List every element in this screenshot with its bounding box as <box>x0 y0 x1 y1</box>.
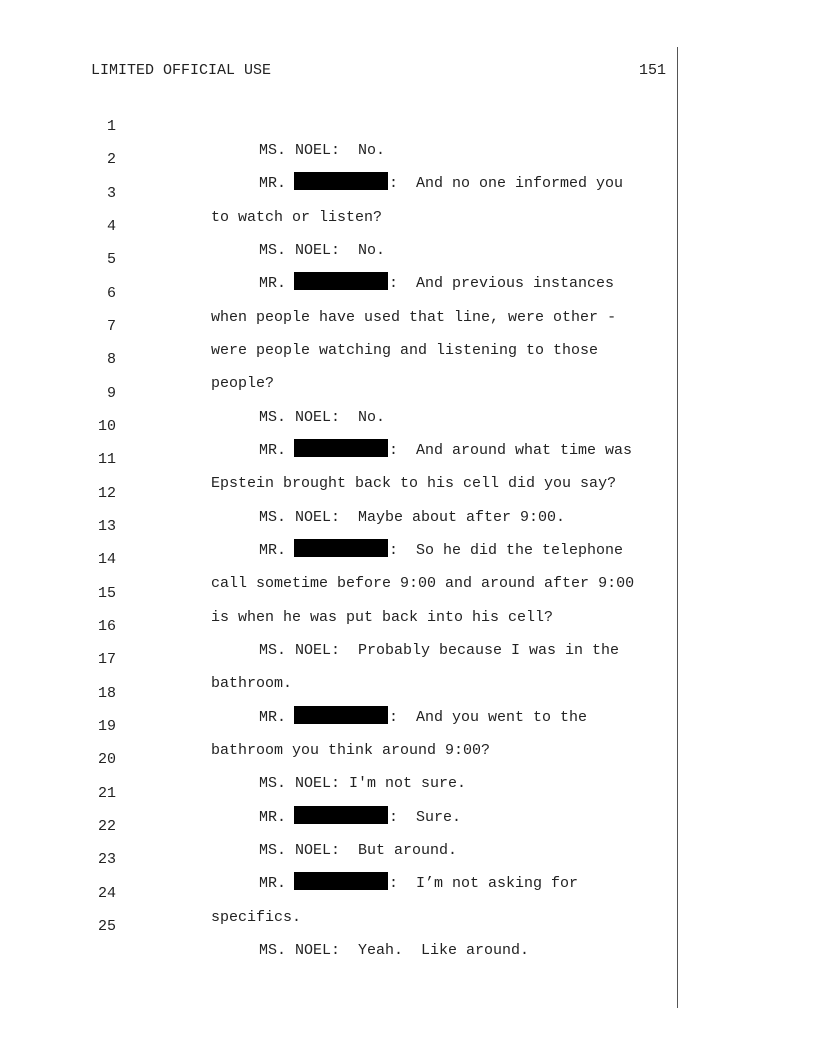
line-text: is when he was put back into his cell? <box>211 609 554 626</box>
line-number: 13 <box>97 518 116 535</box>
speech-text: : I’m not asking for <box>389 875 579 892</box>
speaker-prefix: MR. <box>259 442 287 459</box>
line-number: 25 <box>97 918 116 935</box>
line-number: 20 <box>97 751 116 768</box>
line-number: 6 <box>106 285 116 302</box>
line-number: 24 <box>97 885 116 902</box>
line-number: 11 <box>97 451 116 468</box>
line-number: 5 <box>106 251 116 268</box>
line-number: 1 <box>106 118 116 135</box>
line-text: MS. NOEL: I'm not sure. <box>259 775 467 792</box>
line-text: MS. NOEL: No. <box>259 242 386 259</box>
line-text: MS. NOEL: But around. <box>259 842 458 859</box>
line-text: call sometime before 9:00 and around after 9:00 <box>211 575 635 592</box>
line-text: bathroom you think around 9:00? <box>211 742 491 759</box>
line-text: Epstein brought back to his cell did you say? <box>211 475 617 492</box>
line-number: 9 <box>106 385 116 402</box>
line-number: 21 <box>97 785 116 802</box>
classification-header: LIMITED OFFICIAL USE <box>91 62 272 79</box>
line-number: 23 <box>97 851 116 868</box>
speech-text: : Sure. <box>389 809 462 826</box>
speech-text: : So he did the telephone <box>389 542 624 559</box>
speaker-prefix: MR. <box>259 875 287 892</box>
speaker-prefix: MR. <box>259 175 287 192</box>
speech-text: : And you went to the <box>389 709 588 726</box>
line-number: 12 <box>97 485 116 502</box>
line-text: MS. NOEL: Maybe about after 9:00. <box>259 509 566 526</box>
line-text: bathroom. <box>211 675 293 692</box>
line-text: specifics. <box>211 909 302 926</box>
line-text: MS. NOEL: No. <box>259 142 386 159</box>
line-number: 17 <box>97 651 116 668</box>
line-number: 7 <box>106 318 116 335</box>
speech-text: : And no one informed you <box>389 175 624 192</box>
page-number: 151 <box>638 62 666 79</box>
line-number: 10 <box>97 418 116 435</box>
line-number: 8 <box>106 351 116 368</box>
speech-text: : And previous instances <box>389 275 615 292</box>
speaker-prefix: MR. <box>259 809 287 826</box>
line-text: MS. NOEL: No. <box>259 409 386 426</box>
line-text: people? <box>211 375 275 392</box>
line-number: 19 <box>97 718 116 735</box>
line-number: 3 <box>106 185 116 202</box>
line-number: 15 <box>97 585 116 602</box>
line-text: to watch or listen? <box>211 209 383 226</box>
line-text: were people watching and listening to those <box>211 342 599 359</box>
transcript-line <box>0 91 677 159</box>
speech-text: : And around what time was <box>389 442 633 459</box>
line-number: 18 <box>97 685 116 702</box>
line-text: MS. NOEL: Probably because I was in the <box>259 642 620 659</box>
line-number: 4 <box>106 218 116 235</box>
speaker-prefix: MR. <box>259 542 287 559</box>
speaker-prefix: MR. <box>259 275 287 292</box>
speaker-prefix: MR. <box>259 709 287 726</box>
line-number: 14 <box>97 551 116 568</box>
right-margin-rule <box>677 47 678 1008</box>
line-number: 22 <box>97 818 116 835</box>
line-number: 16 <box>97 618 116 635</box>
line-number: 2 <box>106 151 116 168</box>
line-text: MS. NOEL: Yeah. Like around. <box>259 942 530 959</box>
line-text: when people have used that line, were other - <box>211 309 617 326</box>
